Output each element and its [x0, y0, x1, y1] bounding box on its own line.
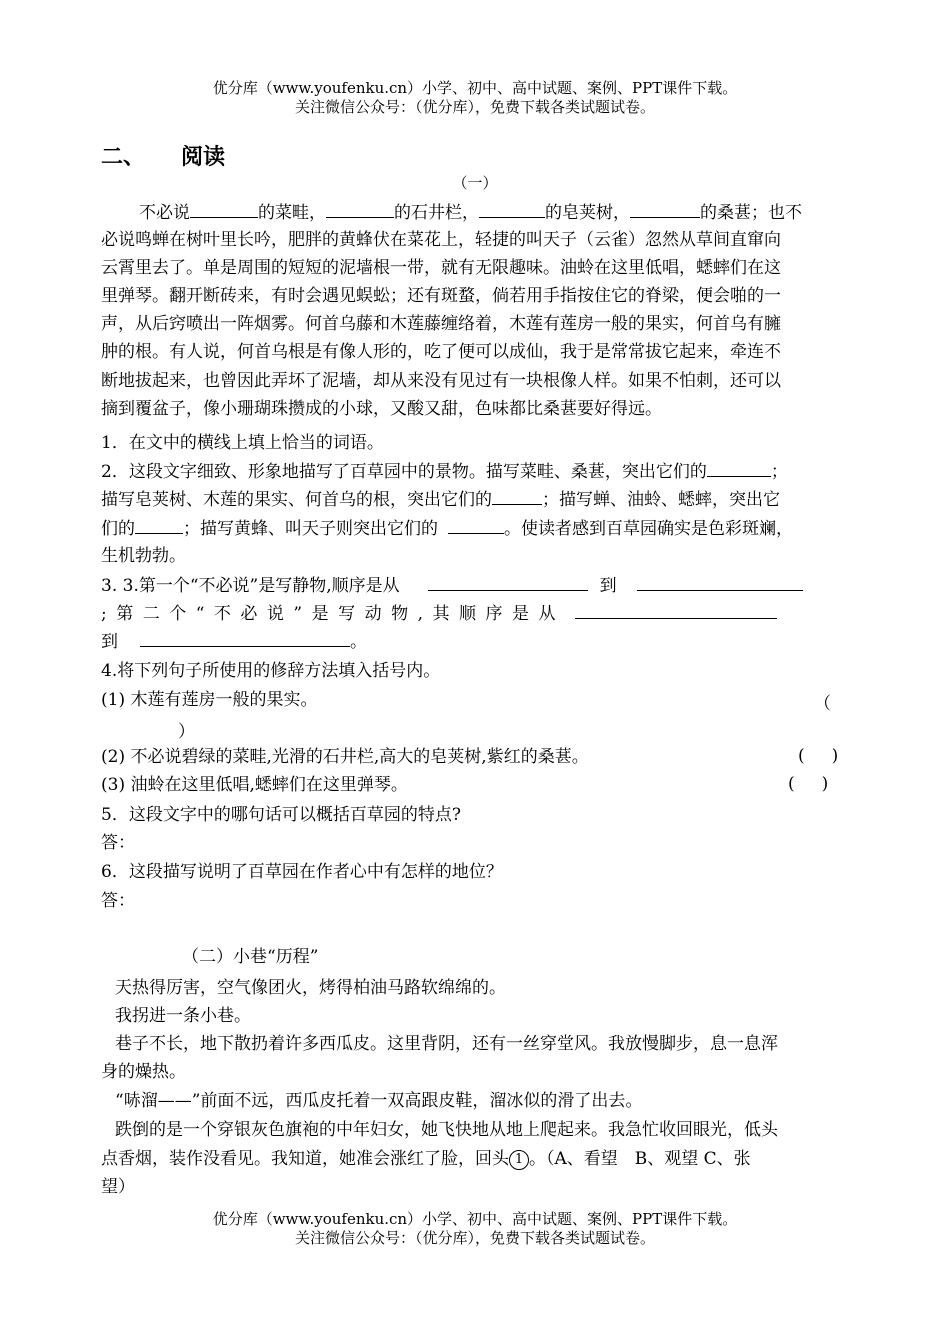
question-3-line-2: ;第二个“不必说”是写动物,其顺序是从 — [101, 602, 881, 625]
question-1: 1．在文中的横线上填上恰当的词语。 — [101, 433, 384, 453]
passage-line-8: 摘到覆盆子，像小珊瑚珠攒成的小球，又酸又甜，色味都比桑葚要好得远。 — [101, 399, 662, 419]
q4-item-1-open-paren: （ — [814, 694, 831, 714]
section-title — [101, 140, 261, 171]
section-name: 阅读 — [181, 145, 226, 170]
footer-line-1: 优分库（www.youfenku.cn）小学、初中、高中试题、案例、PPT课件下载。 — [212, 1210, 738, 1228]
q3-blank-1[interactable] — [428, 574, 588, 591]
question-2-line-3: 们的 ；描写黄蜂、叫天子则突出它们的 。使读者感到百草园确实是色彩斑斓， — [101, 519, 793, 539]
question-3-line-1: 3. 3.第一个“不必说”是写静物,顺序是从 到 — [101, 574, 881, 597]
blank-3[interactable] — [479, 201, 545, 218]
q4-item-1-close-paren[interactable]: ） — [178, 722, 195, 742]
question-4-title: 4.将下列句子所使用的修辞方法填入括号内。 — [101, 661, 441, 681]
header-line-1: 优分库（www.youfenku.cn）小学、初中、高中试题、案例、PPT课件下载。 — [212, 79, 738, 97]
circled-number-1: 1 — [509, 1150, 529, 1170]
blank-4[interactable] — [630, 201, 700, 218]
part2-heading: （二）小巷“历程” — [182, 947, 319, 967]
passage-line-2: 必说鸣蝉在树叶里长吟，肥胖的黄蜂伏在菜花上，轻捷的叫天子（云雀）忽然从草间直窜向 — [101, 230, 781, 250]
q2-blank-3[interactable] — [135, 517, 183, 534]
question-2-line-2: 描写皂荚树、木莲的果实、何首乌的根，突出它们的 ；描写蝉、油蛉、蟋蟀，突出它 — [101, 490, 780, 510]
blank-1[interactable] — [190, 201, 258, 218]
part2-line-3: 巷子不长，地下散扔着许多西瓜皮。这里背阴，还有一丝穿堂风。我放慢脚步，息一息浑 — [115, 1034, 778, 1054]
part2-line-6: 跌倒的是一个穿银灰色旗袍的中年妇女，她飞快地从地上爬起来。我急忙收回眼光，低头 — [115, 1120, 778, 1140]
question-3-line-3: 到 。 — [101, 632, 367, 652]
question-2-line-1: 2．这段文字细致、形象地描写了百草园中的景物。描写菜畦、桑葚，突出它们的 ； — [101, 462, 788, 482]
q4-item-3-answer[interactable]: ( ) — [788, 774, 829, 794]
q4-item-1: (1) 木莲有莲房一般的果实。 — [101, 690, 318, 710]
passage-line-5: 声，从后窍喷出一阵烟雾。何首乌藤和木莲藤缠络着，木莲有莲房一般的果实，何首乌有臃 — [101, 314, 781, 334]
q2-blank-1[interactable] — [707, 460, 771, 477]
passage-line-3: 云霄里去了。单是周围的短短的泥墙根一带，就有无限趣味。油蛉在这里低唱，蟋蟀们在这 — [101, 258, 781, 278]
blank-2[interactable] — [326, 201, 394, 218]
q4-item-2-answer[interactable]: ( ) — [798, 746, 839, 766]
passage-line-4: 里弹琴。翻开断砖来，有时会遇见蜈蚣；还有斑蝥，倘若用手指按住它的脊梁，便会啪的一 — [101, 286, 781, 306]
q3-blank-2[interactable] — [637, 574, 803, 591]
passage-line-6: 肿的根。有人说，何首乌根是有像人形的，吃了便可以成仙，我于是常常拔它起来，牵连不 — [101, 342, 781, 362]
part2-line-2: 我拐进一条小巷。 — [115, 1006, 251, 1026]
q3-blank-4[interactable] — [140, 630, 350, 647]
section-number: 二、 — [101, 145, 146, 170]
passage-line-7: 断地拔起来，也曾因此弄坏了泥墙，却从来没有见过有一块根像人样。如果不怕刺，还可以 — [101, 371, 781, 391]
question-6: 6．这段描写说明了百草园在作者心中有怎样的地位？ — [101, 862, 503, 882]
footer-line-2: 关注微信公众号：（优分库），免费下载各类试题试卷。 — [294, 1229, 655, 1247]
q2-blank-2[interactable] — [492, 488, 542, 505]
part2-line-5: “哧溜——”前面不远，西瓜皮托着一双高跟皮鞋，溜冰似的滑了出去。 — [115, 1091, 643, 1111]
q4-item-2: (2) 不必说碧绿的菜畦,光滑的石井栏,高大的皂荚树,紫红的桑葚。 — [101, 747, 589, 767]
question-2-line-4: 生机勃勃。 — [101, 546, 186, 566]
part2-line-1: 天热得厉害，空气像团火，烤得柏油马路软绵绵的。 — [115, 978, 506, 998]
part2-line-7: 点香烟，装作没看见。我知道，她准会涨红了脸，回头 1 。（A、看望 B、观望 C、张 — [101, 1149, 751, 1169]
q4-item-3: (3) 油蛉在这里低唱,蟋蟀们在这里弹琴。 — [101, 775, 408, 795]
q2-blank-4[interactable] — [448, 517, 504, 534]
part2-line-4: 身的燥热。 — [101, 1062, 186, 1082]
question-5-answer-label: 答： — [101, 833, 135, 853]
header-line-2: 关注微信公众号：（优分库），免费下载各类试题试卷。 — [294, 98, 655, 116]
part1-heading: （一） — [452, 174, 498, 192]
passage-line-1: 不必说 的菜畦， 的石井栏， 的皂荚树， 的桑葚；也不 — [139, 203, 802, 223]
q3-blank-3[interactable] — [575, 602, 777, 619]
part2-line-8: 望） — [101, 1177, 135, 1197]
question-5: 5．这段文字中的哪句话可以概括百草园的特点? — [101, 805, 461, 825]
question-6-answer-label: 答： — [101, 891, 135, 911]
